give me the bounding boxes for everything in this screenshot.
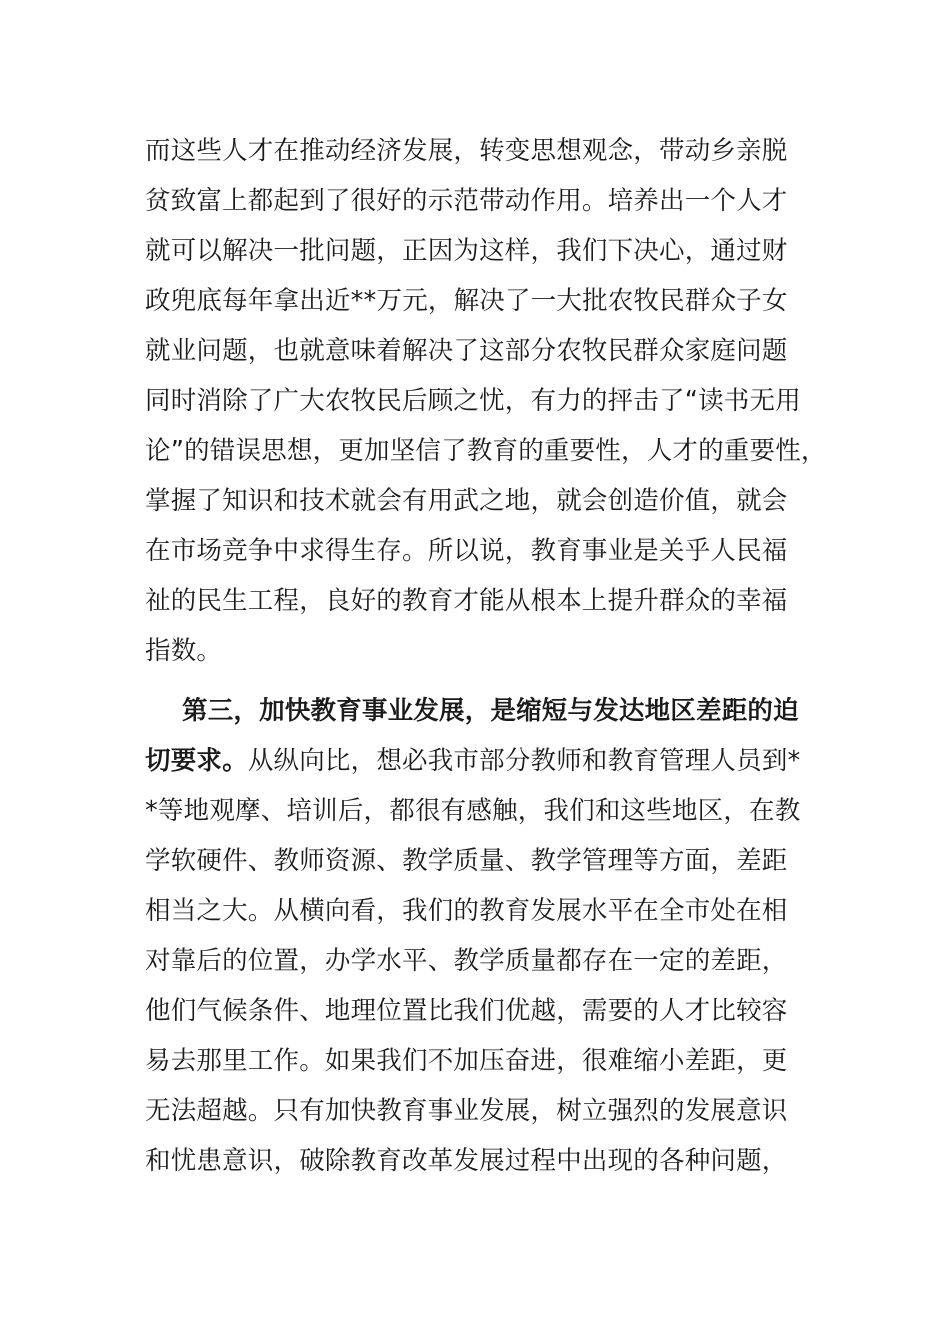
paragraph-line: 学软硬件、教师资源、教学质量、教学管理等方面，差距 [145, 846, 788, 876]
paragraph-line: 同时消除了广大农牧民后顾之忧，有力的抨击了“读书无用 [145, 386, 801, 416]
paragraph-line: 他们气候条件、地理位置比我们优越，需要的人才比较容 [145, 996, 788, 1026]
paragraph-line: 掌握了知识和技术就会有用武之地，就会创造价值，就会 [145, 486, 788, 516]
paragraph-line: *等地观摩、培训后，都很有感触，我们和这些地区，在教 [145, 796, 801, 826]
paragraph-line: 就可以解决一批问题，正因为这样，我们下决心，通过财 [145, 236, 788, 266]
section-heading: 第三，加快教育事业发展，是缩短与发达地区差距的迫 [182, 696, 799, 726]
paragraph-1 [145, 126, 825, 676]
paragraph-line: 而这些人才在推动经济发展，转变思想观念，带动乡亲脱 [145, 136, 788, 166]
section-heading-end: 切要求。 [145, 746, 248, 776]
paragraph-line: 相当之大。从横向看，我们的教育发展水平在全市处在相 [145, 896, 788, 926]
paragraph-line: 在市场竞争中求得生存。所以说，教育事业是关乎人民福 [145, 536, 788, 566]
paragraph-line [145, 736, 825, 786]
paragraph-line: 无法超越。只有加快教育事业发展，树立强烈的发展意识 [145, 1096, 788, 1126]
paragraph-line: 指数。 [145, 636, 223, 666]
paragraph-line: 就业问题，也就意味着解决了这部分农牧民群众家庭问题 [145, 336, 788, 366]
paragraph-line: 贫致富上都起到了很好的示范带动作用。培养出一个人才 [145, 186, 788, 216]
paragraph-line: 对靠后的位置，办学水平、教学质量都存在一定的差距， [145, 946, 788, 976]
paragraph-line: 易去那里工作。如果我们不加压奋进，很难缩小差距，更 [145, 1046, 788, 1076]
paragraph-text: 从纵向比，想必我市部分教师和教育管理人员到* [247, 746, 801, 776]
paragraph-line: 论”的错误思想，更加坚信了教育的重要性，人才的重要性， [145, 436, 827, 466]
paragraph-line: 和忧患意识，破除教育改革发展过程中出现的各种问题， [145, 1146, 788, 1176]
section-heading-line [145, 686, 825, 736]
paragraph-line: 政兜底每年拿出近**万元，解决了一大批农牧民群众子女 [145, 286, 788, 316]
paragraph-line: 祉的民生工程，良好的教育才能从根本上提升群众的幸福 [145, 586, 788, 616]
paragraph-2 [145, 686, 825, 1186]
